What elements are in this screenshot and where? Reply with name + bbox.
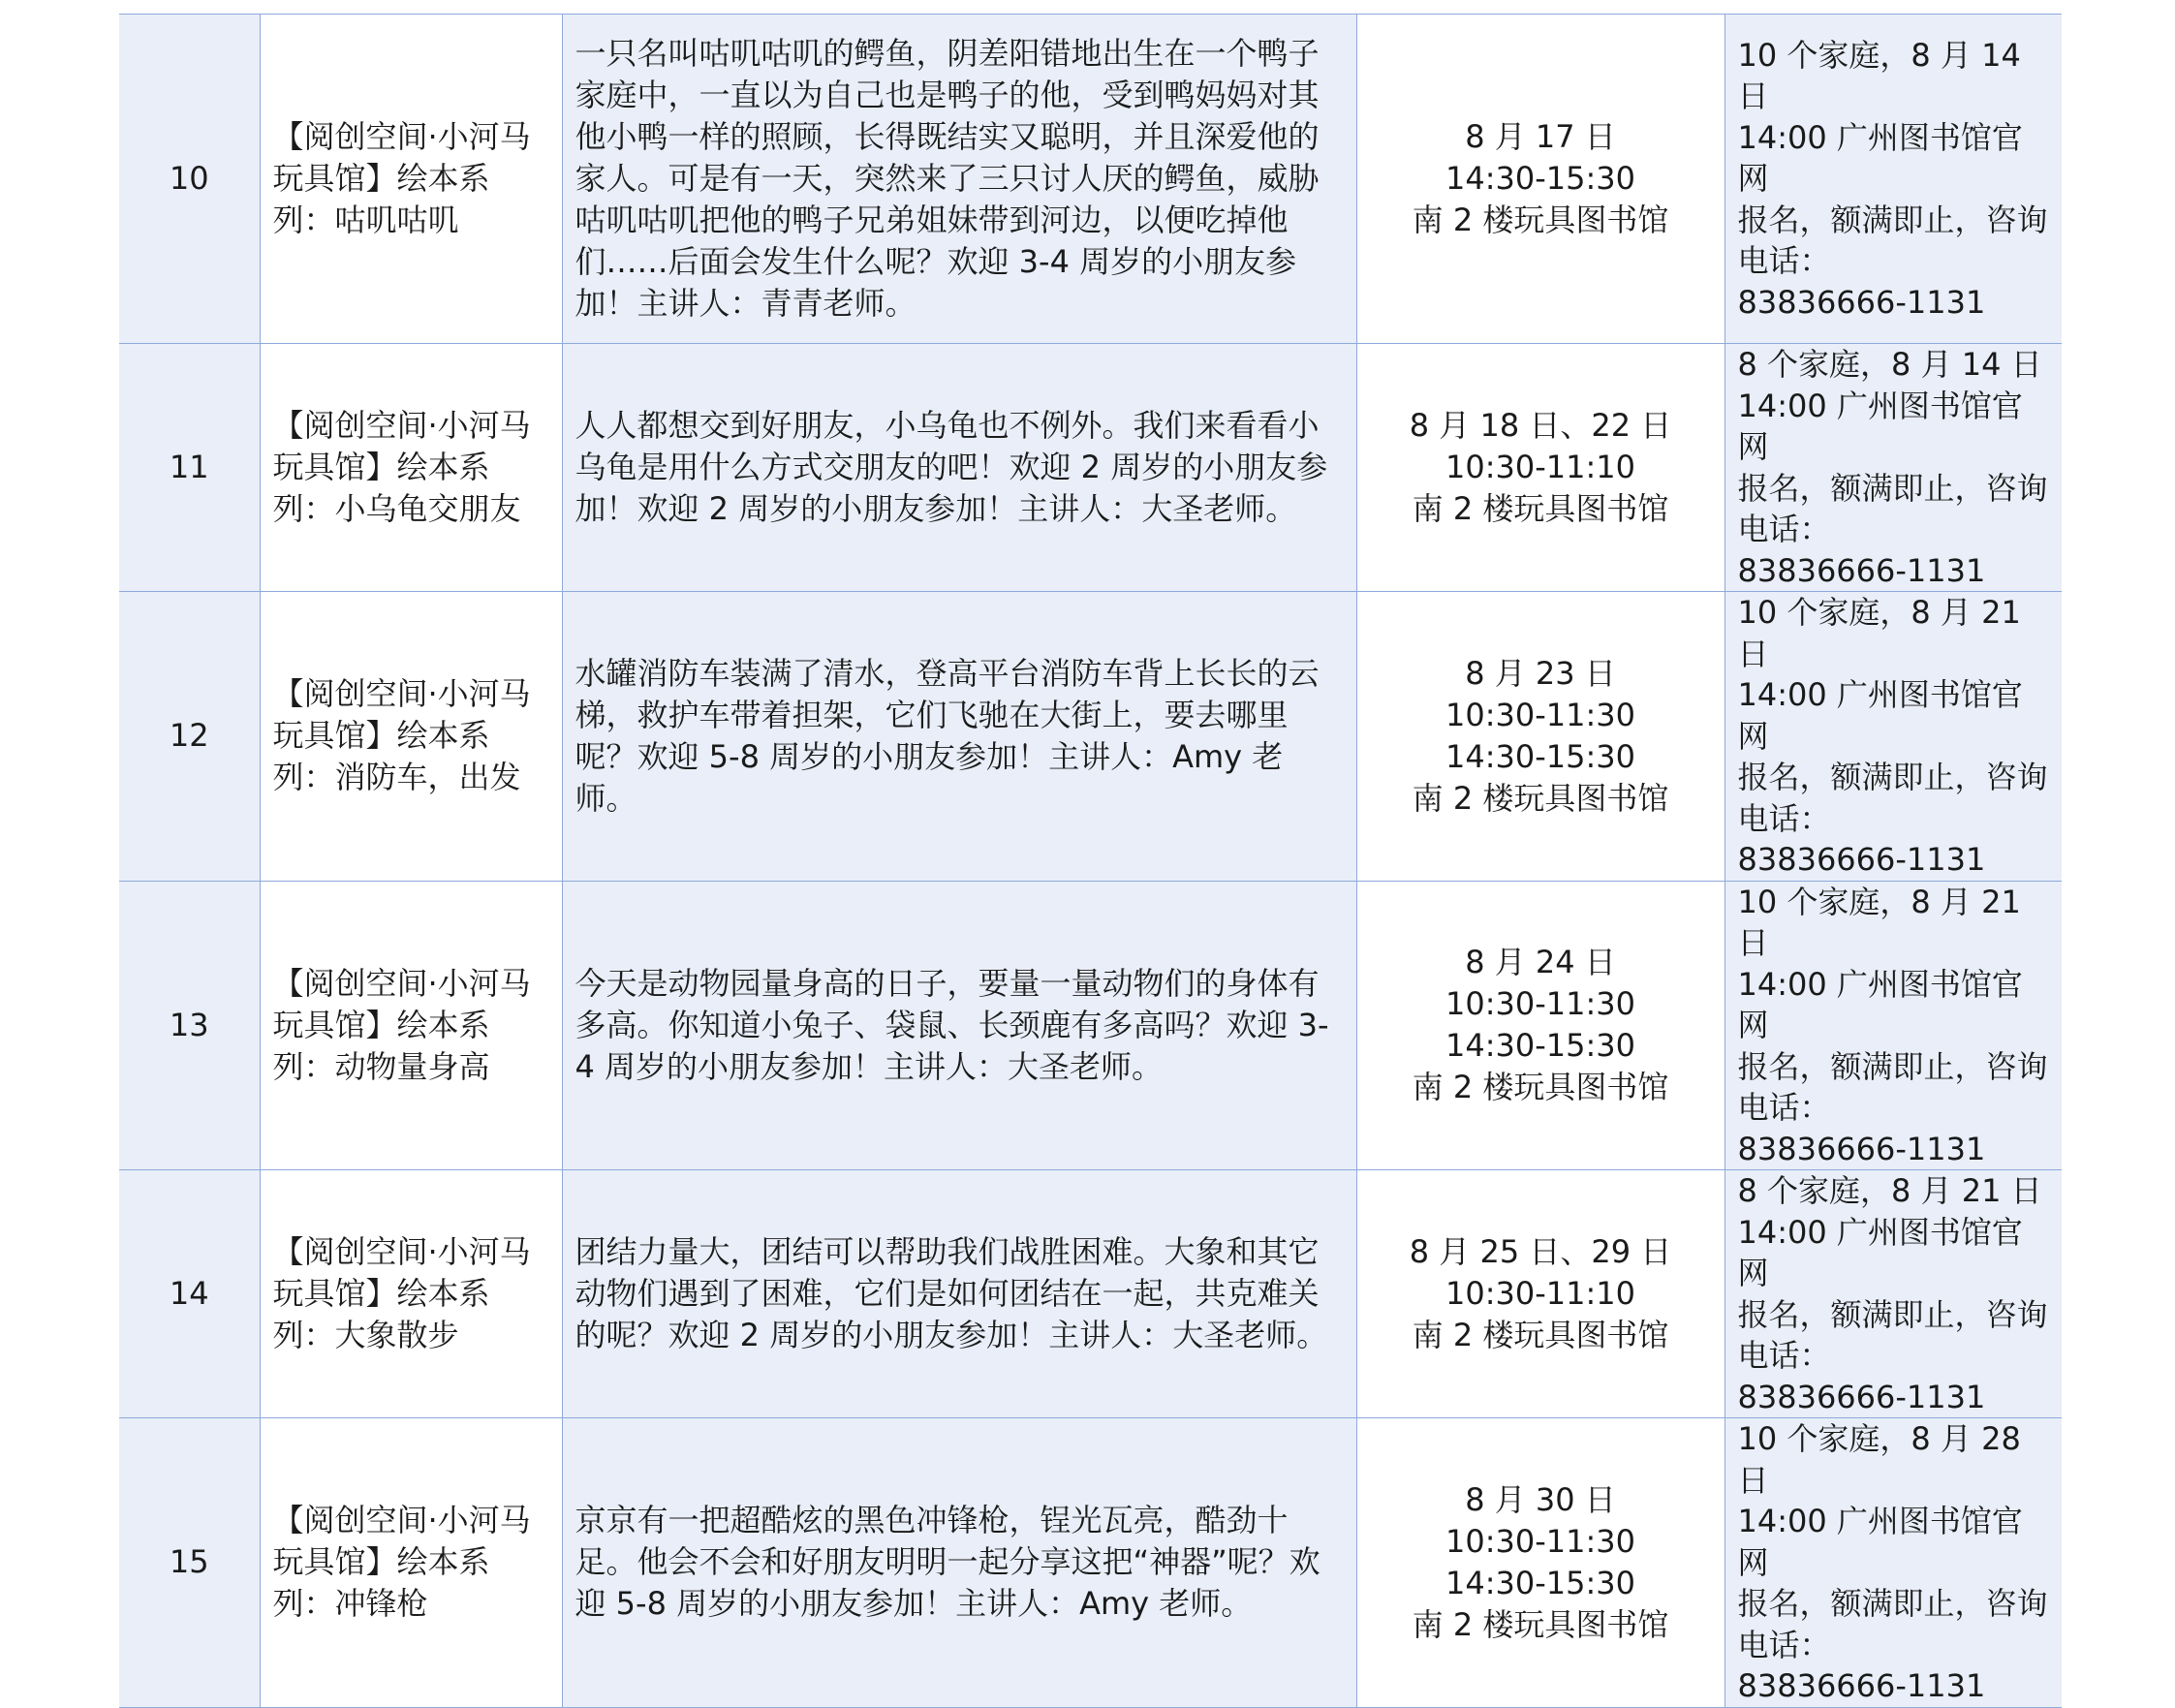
row-number: 14 xyxy=(119,1170,260,1418)
event-title: 【阅创空间·小河马玩具馆】绘本系列：冲锋枪 xyxy=(260,1418,562,1708)
row-number: 15 xyxy=(119,1418,260,1708)
schedule-sheet xyxy=(119,14,2062,1708)
event-time-location: 8 月 30 日 10:30-11:30 14:30-15:30 南 2 楼玩具图书馆 xyxy=(1356,1418,1724,1708)
signup-info: 8 个家庭，8 月 21 日 14:00 广州图书馆官网 报名，额满即止，咨询 电话： 83836666-1131 xyxy=(1724,1170,2062,1418)
event-title: 【阅创空间·小河马玩具馆】绘本系列：小乌龟交朋友 xyxy=(260,344,562,592)
signup-info: 8 个家庭，8 月 14 日 14:00 广州图书馆官网 报名，额满即止，咨询 电话： 83836666-1131 xyxy=(1724,344,2062,592)
event-title: 【阅创空间·小河马玩具馆】绘本系列：咕叽咕叽 xyxy=(260,15,562,344)
signup-info: 10 个家庭，8 月 21 日 14:00 广州图书馆官网 报名，额满即止，咨询 电话： 83836666-1131 xyxy=(1724,881,2062,1170)
table-row xyxy=(119,881,2062,1170)
event-description: 水罐消防车装满了清水，登高平台消防车背上长长的云梯，救护车带着担架，它们飞驰在大街上，要去哪里呢？欢迎 5-8 周岁的小朋友参加！主讲人：Amy 老师。 xyxy=(562,592,1356,882)
event-time-location: 8 月 25 日、29 日 10:30-11:10 南 2 楼玩具图书馆 xyxy=(1356,1170,1724,1418)
row-number: 13 xyxy=(119,881,260,1170)
event-description: 今天是动物园量身高的日子，要量一量动物们的身体有多高。你知道小兔子、袋鼠、长颈鹿有多高吗？欢迎 3-4 周岁的小朋友参加！主讲人：大圣老师。 xyxy=(562,881,1356,1170)
event-time-location: 8 月 17 日 14:30-15:30 南 2 楼玩具图书馆 xyxy=(1356,15,1724,344)
row-number: 11 xyxy=(119,344,260,592)
event-table xyxy=(119,14,2062,1708)
event-description: 一只名叫咕叽咕叽的鳄鱼，阴差阳错地出生在一个鸭子家庭中，一直以为自己也是鸭子的他，受到鸭妈妈对其他小鸭一样的照顾，长得既结实又聪明，并且深爱他的家人。可是有一天，突然来了三只讨人厌的鳄鱼，威胁咕叽咕叽把他的鸭子兄弟姐妹带到河边，以便吃掉他们……后面会发生什么呢？欢迎 3-4 周岁的小朋友参加！主讲人：青青老师。 xyxy=(562,15,1356,344)
event-description: 京京有一把超酷炫的黑色冲锋枪，锃光瓦亮，酷劲十足。他会不会和好朋友明明一起分享这把“神器”呢？欢迎 5-8 周岁的小朋友参加！主讲人：Amy 老师。 xyxy=(562,1418,1356,1708)
row-number: 10 xyxy=(119,15,260,344)
signup-info: 10 个家庭，8 月 21 日 14:00 广州图书馆官网 报名，额满即止，咨询 电话： 83836666-1131 xyxy=(1724,592,2062,882)
event-time-location: 8 月 24 日 10:30-11:30 14:30-15:30 南 2 楼玩具图书馆 xyxy=(1356,881,1724,1170)
event-title: 【阅创空间·小河马玩具馆】绘本系列：大象散步 xyxy=(260,1170,562,1418)
event-description: 团结力量大，团结可以帮助我们战胜困难。大象和其它动物们遇到了困难，它们是如何团结在一起，共克难关的呢？欢迎 2 周岁的小朋友参加！主讲人：大圣老师。 xyxy=(562,1170,1356,1418)
table-row xyxy=(119,344,2062,592)
signup-info: 10 个家庭，8 月 28 日 14:00 广州图书馆官网 报名，额满即止，咨询 电话： 83836666-1131 xyxy=(1724,1418,2062,1708)
event-title: 【阅创空间·小河马玩具馆】绘本系列：消防车，出发 xyxy=(260,592,562,882)
event-description: 人人都想交到好朋友，小乌龟也不例外。我们来看看小乌龟是用什么方式交朋友的吧！欢迎 2 周岁的小朋友参加！欢迎 2 周岁的小朋友参加！主讲人：大圣老师。 xyxy=(562,344,1356,592)
signup-info: 10 个家庭，8 月 14 日 14:00 广州图书馆官网 报名，额满即止，咨询 电话： 83836666-1131 xyxy=(1724,15,2062,344)
event-time-location: 8 月 18 日、22 日 10:30-11:10 南 2 楼玩具图书馆 xyxy=(1356,344,1724,592)
event-title: 【阅创空间·小河马玩具馆】绘本系列：动物量身高 xyxy=(260,881,562,1170)
table-row xyxy=(119,1418,2062,1708)
table-row xyxy=(119,1170,2062,1418)
table-row xyxy=(119,15,2062,344)
row-number: 12 xyxy=(119,592,260,882)
event-time-location: 8 月 23 日 10:30-11:30 14:30-15:30 南 2 楼玩具图书馆 xyxy=(1356,592,1724,882)
table-row xyxy=(119,592,2062,882)
